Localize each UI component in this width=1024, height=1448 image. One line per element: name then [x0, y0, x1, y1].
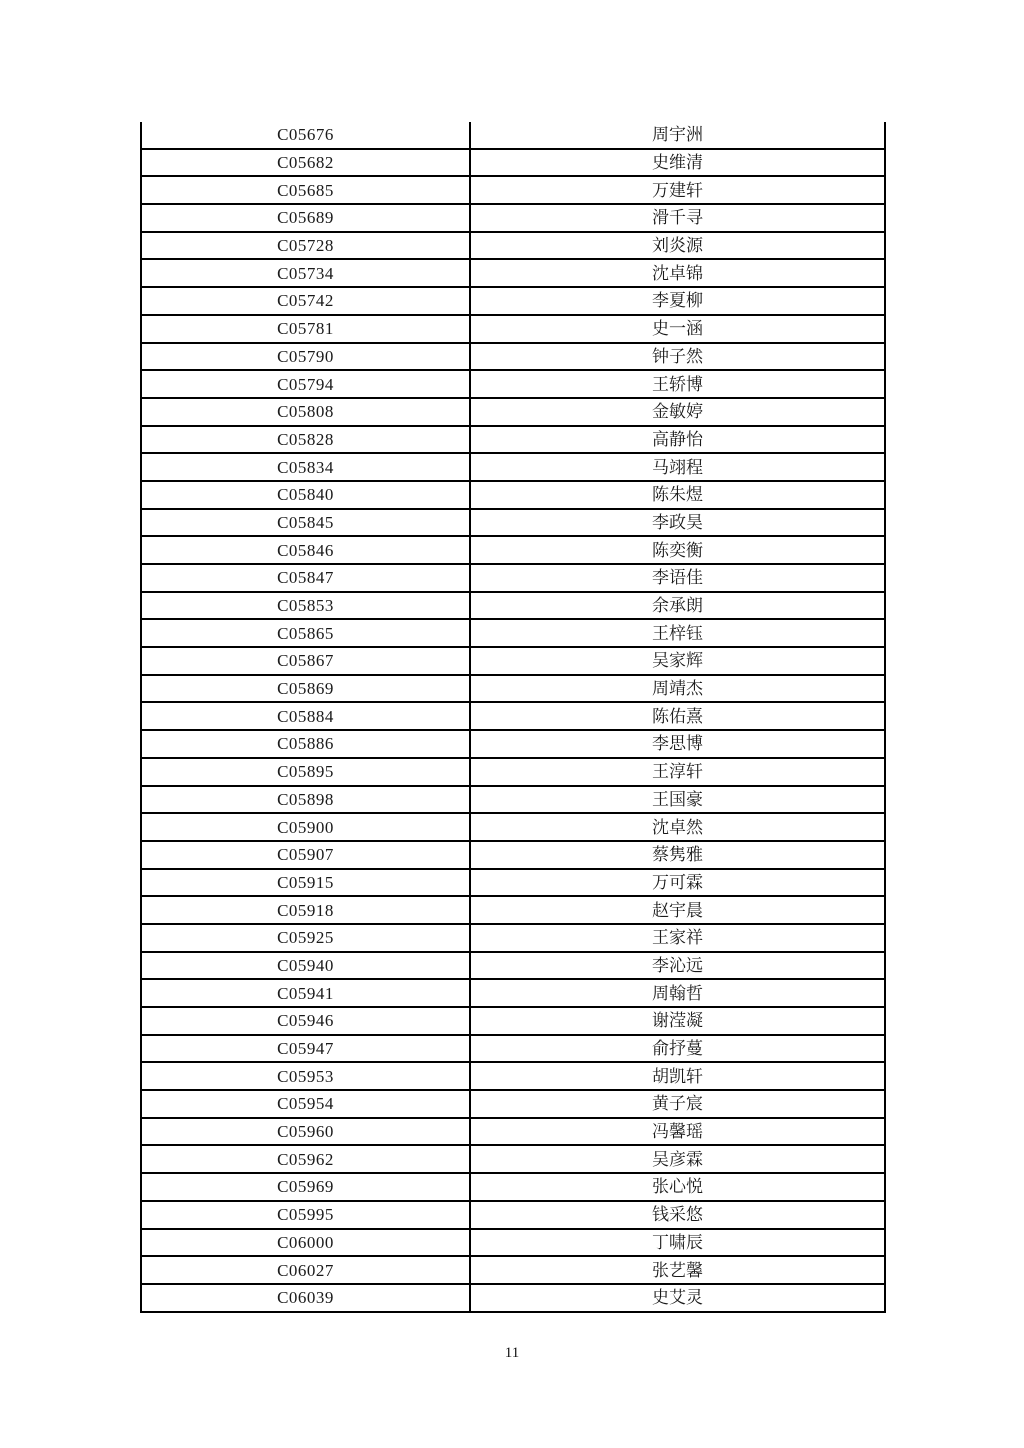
name-cell: 李思博: [470, 730, 885, 758]
table-row: [141, 1062, 885, 1090]
exam-id-cell: C05898: [141, 786, 470, 814]
name-cell: 周翰哲: [470, 979, 885, 1007]
name-cell: 钱采悠: [470, 1201, 885, 1229]
exam-id-cell: C05925: [141, 924, 470, 952]
exam-id-cell: C05847: [141, 564, 470, 592]
exam-id-cell: C05742: [141, 287, 470, 315]
table-row: [141, 869, 885, 897]
exam-id-cell: C05884: [141, 702, 470, 730]
table-row: [141, 1229, 885, 1257]
name-cell: 沈卓锦: [470, 259, 885, 287]
name-cell: 高静怡: [470, 426, 885, 454]
name-cell: 王家祥: [470, 924, 885, 952]
table-row: [141, 343, 885, 371]
exam-id-cell: C05941: [141, 979, 470, 1007]
name-cell: 陈朱煜: [470, 481, 885, 509]
name-cell: 金敏婷: [470, 398, 885, 426]
name-cell: 刘炎源: [470, 232, 885, 260]
table-row: [141, 564, 885, 592]
table-row: [141, 122, 885, 149]
name-cell: 李政昊: [470, 509, 885, 537]
exam-id-cell: C05995: [141, 1201, 470, 1229]
name-cell: 丁啸辰: [470, 1229, 885, 1257]
table-row: [141, 813, 885, 841]
table-row: [141, 204, 885, 232]
exam-id-cell: C05790: [141, 343, 470, 371]
table-row: [141, 1256, 885, 1284]
table-row: [141, 619, 885, 647]
exam-id-cell: C05918: [141, 896, 470, 924]
exam-id-cell: C05940: [141, 952, 470, 980]
exam-id-cell: C06000: [141, 1229, 470, 1257]
exam-id-cell: C05845: [141, 509, 470, 537]
exam-id-cell: C05907: [141, 841, 470, 869]
table-row: [141, 702, 885, 730]
table-row: [141, 481, 885, 509]
exam-id-cell: C05728: [141, 232, 470, 260]
name-cell: 李语佳: [470, 564, 885, 592]
table-row: [141, 1090, 885, 1118]
exam-id-cell: C06039: [141, 1284, 470, 1312]
exam-id-cell: C05676: [141, 122, 470, 149]
exam-id-cell: C05915: [141, 869, 470, 897]
exam-id-cell: C05886: [141, 730, 470, 758]
exam-id-cell: C05853: [141, 592, 470, 620]
exam-id-cell: C05689: [141, 204, 470, 232]
name-cell: 胡凯轩: [470, 1062, 885, 1090]
exam-id-cell: C05846: [141, 536, 470, 564]
exam-id-cell: C05808: [141, 398, 470, 426]
name-cell: 李沁远: [470, 952, 885, 980]
table-row: [141, 896, 885, 924]
table-row: [141, 758, 885, 786]
table-row: [141, 1145, 885, 1173]
name-cell: 王梓钰: [470, 619, 885, 647]
exam-id-cell: C05828: [141, 426, 470, 454]
name-cell: 滑千寻: [470, 204, 885, 232]
name-cell: 李夏柳: [470, 287, 885, 315]
table-row: [141, 786, 885, 814]
table-row: [141, 509, 885, 537]
table-row: [141, 176, 885, 204]
exam-id-cell: C05953: [141, 1062, 470, 1090]
name-cell: 周靖杰: [470, 675, 885, 703]
name-cell: 谢滢凝: [470, 1007, 885, 1035]
exam-id-cell: C05781: [141, 315, 470, 343]
name-cell: 张艺馨: [470, 1256, 885, 1284]
name-cell: 冯馨瑶: [470, 1118, 885, 1146]
table-row: [141, 979, 885, 1007]
table-row: [141, 1007, 885, 1035]
exam-id-cell: C05947: [141, 1035, 470, 1063]
name-cell: 蔡隽雅: [470, 841, 885, 869]
exam-id-cell: C05946: [141, 1007, 470, 1035]
exam-id-cell: C05962: [141, 1145, 470, 1173]
exam-id-cell: C05954: [141, 1090, 470, 1118]
table-row: [141, 232, 885, 260]
table-row: [141, 841, 885, 869]
name-cell: 吴家辉: [470, 647, 885, 675]
exam-id-cell: C05685: [141, 176, 470, 204]
table-row: [141, 1118, 885, 1146]
name-cell: 王轿博: [470, 370, 885, 398]
name-cell: 史一涵: [470, 315, 885, 343]
name-cell: 陈佑熹: [470, 702, 885, 730]
exam-id-cell: C05834: [141, 453, 470, 481]
name-cell: 史艾灵: [470, 1284, 885, 1312]
table-row: [141, 426, 885, 454]
name-cell: 赵宇晨: [470, 896, 885, 924]
table-row: [141, 730, 885, 758]
table-row: [141, 315, 885, 343]
table-row: [141, 675, 885, 703]
name-cell: 万可霖: [470, 869, 885, 897]
roster-table: [140, 122, 886, 1313]
table-row: [141, 1201, 885, 1229]
table-row: [141, 370, 885, 398]
exam-id-cell: C05734: [141, 259, 470, 287]
name-cell: 黄子宸: [470, 1090, 885, 1118]
table-row: [141, 398, 885, 426]
table-row: [141, 149, 885, 177]
table-row: [141, 1035, 885, 1063]
exam-id-cell: C05682: [141, 149, 470, 177]
table-row: [141, 453, 885, 481]
exam-id-cell: C05865: [141, 619, 470, 647]
name-cell: 王淳轩: [470, 758, 885, 786]
name-cell: 史维清: [470, 149, 885, 177]
exam-id-cell: C06027: [141, 1256, 470, 1284]
exam-id-cell: C05900: [141, 813, 470, 841]
table-row: [141, 1284, 885, 1312]
exam-id-cell: C05867: [141, 647, 470, 675]
table-row: [141, 1173, 885, 1201]
table-row: [141, 259, 885, 287]
name-cell: 周宇洲: [470, 122, 885, 149]
exam-id-cell: C05840: [141, 481, 470, 509]
table-row: [141, 287, 885, 315]
page-number: 11: [504, 1345, 520, 1361]
name-cell: 俞抒蔓: [470, 1035, 885, 1063]
table-row: [141, 647, 885, 675]
name-cell: 钟子然: [470, 343, 885, 371]
name-cell: 马翊程: [470, 453, 885, 481]
name-cell: 沈卓然: [470, 813, 885, 841]
name-cell: 万建轩: [470, 176, 885, 204]
exam-id-cell: C05869: [141, 675, 470, 703]
table-row: [141, 924, 885, 952]
name-cell: 吴彦霖: [470, 1145, 885, 1173]
table-row: [141, 536, 885, 564]
exam-id-cell: C05895: [141, 758, 470, 786]
name-cell: 王国豪: [470, 786, 885, 814]
name-cell: 张心悦: [470, 1173, 885, 1201]
exam-id-cell: C05794: [141, 370, 470, 398]
name-cell: 余承朗: [470, 592, 885, 620]
exam-id-cell: C05969: [141, 1173, 470, 1201]
exam-id-cell: C05960: [141, 1118, 470, 1146]
name-cell: 陈奕衡: [470, 536, 885, 564]
table-row: [141, 592, 885, 620]
table-row: [141, 952, 885, 980]
